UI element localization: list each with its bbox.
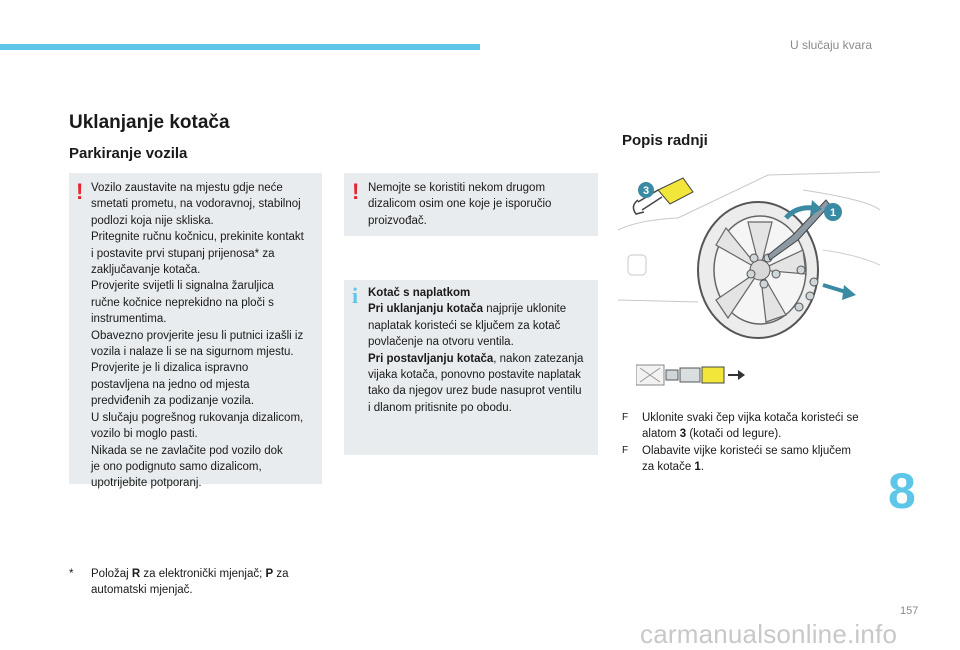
chapter-number: 8 bbox=[888, 463, 916, 519]
warning-line: vozilo bi moglo pasti. bbox=[91, 428, 198, 441]
step-bullet: F bbox=[622, 412, 629, 423]
warning-line: podlozi koja nije skliska. bbox=[91, 214, 214, 227]
warning-icon: ! bbox=[76, 179, 84, 204]
warning-line: zaključavanje kotača. bbox=[91, 264, 201, 277]
step-loosen-bolts: F Olabavite vijke koristeći se samo ključem za kotače 1. bbox=[622, 445, 851, 473]
subtitle-steps: Popis radnji bbox=[622, 132, 708, 149]
step-bullet: F bbox=[622, 445, 629, 456]
warning-line: predviđenih za podizanje vozila. bbox=[91, 395, 255, 408]
warning-line: i postavite prvi stupanj prijenosa* za bbox=[91, 247, 275, 260]
callout-tool: 3 bbox=[642, 185, 650, 197]
step-remove-caps: F Uklonite svaki čep vijka kotača koristeći se alatom 3 (kotači od legure). bbox=[622, 412, 859, 440]
warning-line: Nikada se ne zavlačite pod vozilo dok bbox=[91, 444, 283, 457]
page-number: 157 bbox=[900, 605, 919, 617]
warning2-line: proizvođač. bbox=[368, 214, 427, 227]
warning-line: smetati prometu, na vodoravnoj, stabilnoj bbox=[91, 198, 301, 211]
info-title: Kotač s naplatkom bbox=[368, 287, 471, 299]
remove-rest: najprije uklonite bbox=[483, 303, 567, 316]
warning-line: vozila i nalaze li se na sigurnom mjestu. bbox=[91, 346, 294, 359]
warning-icon-2: ! bbox=[352, 179, 360, 204]
warning-line: Pritegnite ručnu kočnicu, prekinite kontakt bbox=[91, 231, 304, 244]
subtitle-parking: Parkiranje vozila bbox=[69, 145, 188, 162]
install-line-1: vijaka kotača, ponovno postavite naplatak bbox=[368, 369, 581, 382]
warning-line: Vozilo zaustavite na mjestu gdje neće bbox=[91, 182, 283, 194]
valve-tool-illustration bbox=[636, 362, 748, 388]
warning-line: postavljena na jedno od mjesta bbox=[91, 378, 250, 391]
warning2-line: dizalicom osim one koje je isporučio bbox=[368, 198, 552, 211]
warning2-line: Nemojte se koristiti nekom drugom bbox=[368, 182, 546, 194]
warning-line: Obavezno provjerite jesu li putnici izašli iz bbox=[91, 329, 304, 342]
install-line-2: tako da njegov urez bude nasuprot ventilu bbox=[368, 385, 582, 398]
warning-line: upotrijebite potporanj. bbox=[91, 477, 202, 490]
install-line-3: i dlanom pritisnite po obodu. bbox=[368, 401, 512, 414]
watermark: carmanualsonline.info bbox=[640, 619, 898, 649]
remove-label: Pri uklanjanju kotača bbox=[368, 303, 484, 316]
install-label: Pri postavljanju kotača bbox=[368, 352, 494, 365]
warning-line: je ono podignuto samo dizalicom, bbox=[91, 460, 262, 473]
warning-line: U slučaju pogrešnog rukovanja dizalicom, bbox=[91, 411, 304, 424]
remove-line-2: povlačenje na otvoru ventila. bbox=[368, 336, 514, 349]
warning-line: Provjerite je li dizalica ispravno bbox=[91, 362, 249, 375]
wheel-illustration bbox=[618, 170, 880, 340]
warning-text bbox=[91, 180, 304, 492]
info-icon: i bbox=[352, 283, 359, 308]
callout-wrench: 1 bbox=[829, 207, 837, 219]
warning-line: instrumentima. bbox=[91, 313, 167, 326]
warning-line: ručne kočnice neprekidno na ploči s bbox=[91, 296, 274, 309]
info-text bbox=[368, 285, 583, 416]
install-rest: , nakon zatezanja bbox=[493, 352, 584, 365]
remove-line-1: naplatak koristeći se ključem za kotač bbox=[368, 319, 561, 332]
page-title: Uklanjanje kotača bbox=[69, 112, 230, 133]
top-accent-bar bbox=[0, 44, 480, 50]
warning-line: Provjerite svijetli li signalna žaruljica bbox=[91, 280, 274, 293]
warning-text-2 bbox=[368, 180, 551, 229]
footnote: * Položaj R za elektronički mjenjač; P za automatski mjenjač. bbox=[69, 568, 289, 596]
steps-list bbox=[622, 410, 882, 476]
section-title: U slučaju kvara bbox=[789, 38, 872, 52]
